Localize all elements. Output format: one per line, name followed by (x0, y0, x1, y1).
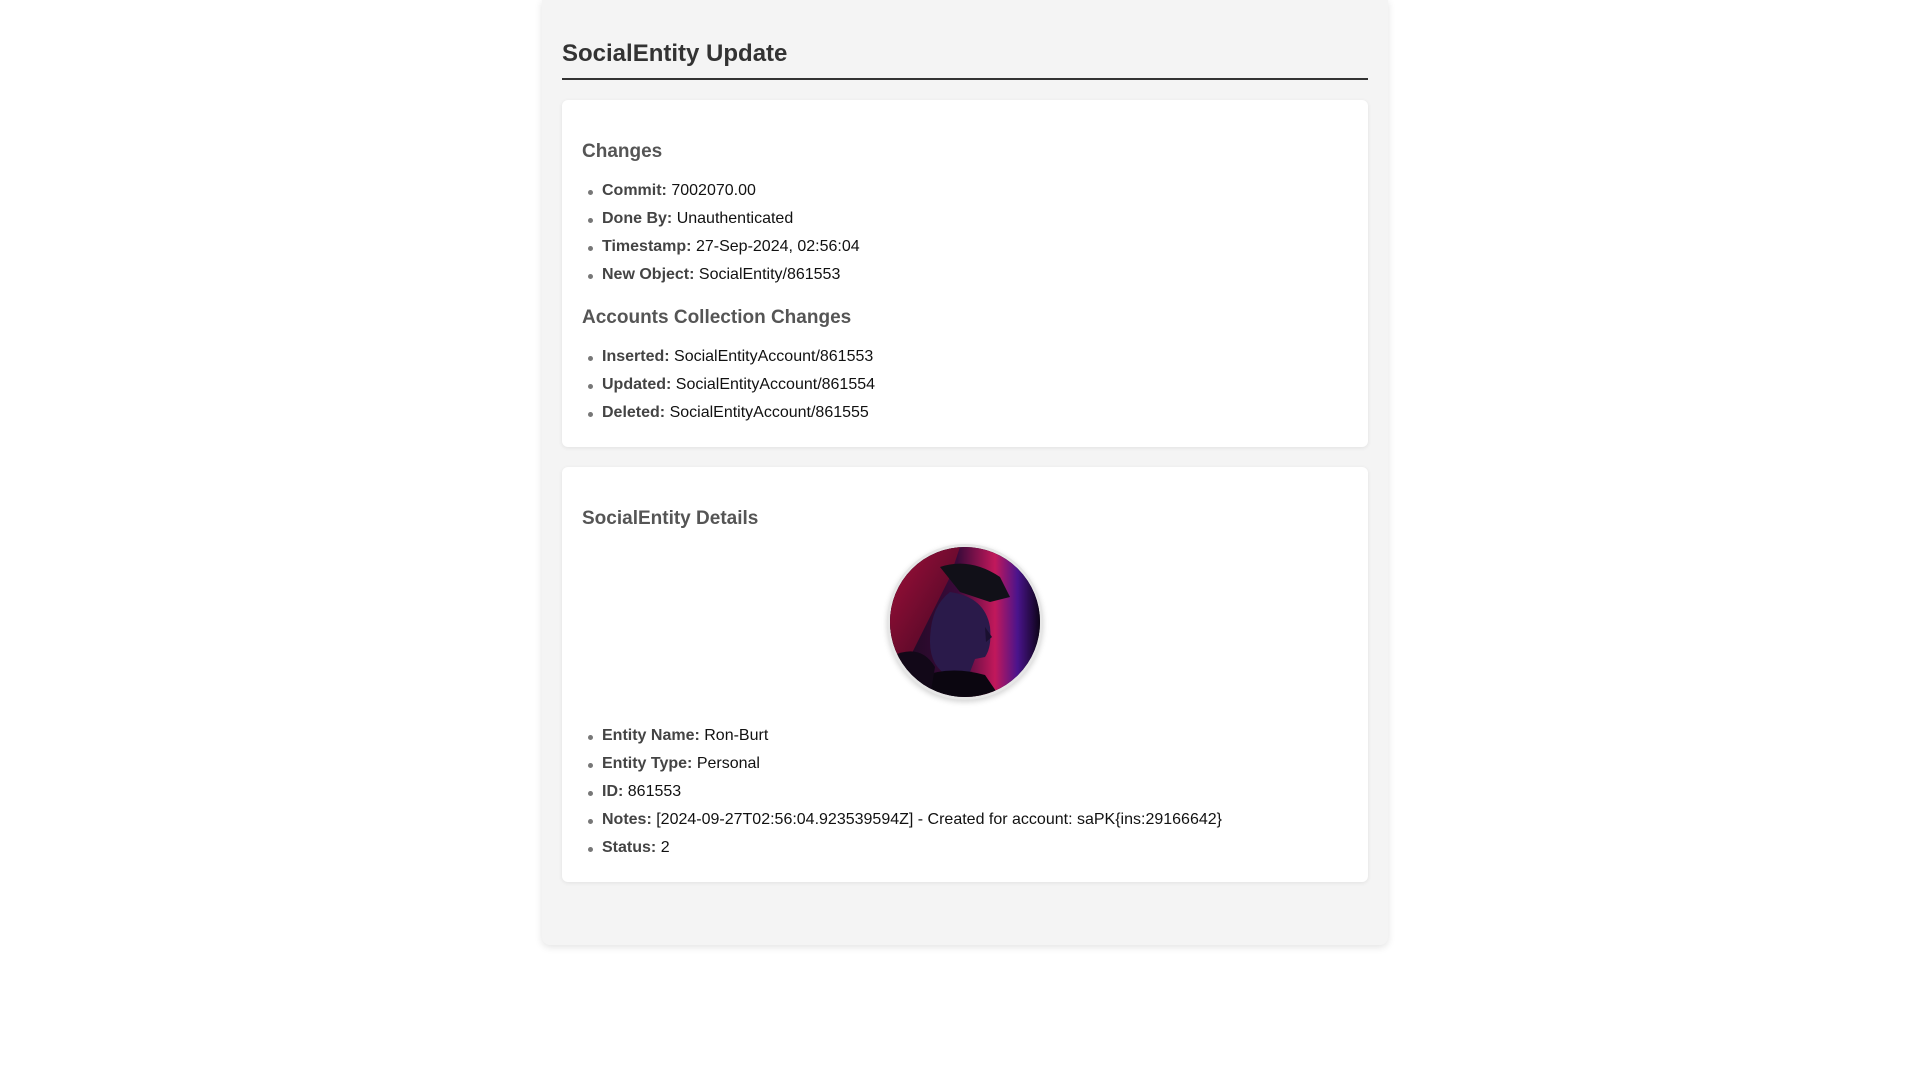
field-value: 7002070.00 (671, 182, 756, 199)
field-label: ID: (602, 783, 624, 800)
field-label: Deleted: (602, 404, 666, 421)
changes-list (582, 177, 1348, 289)
avatar (887, 544, 1043, 700)
field-label: Entity Name: (602, 727, 700, 744)
field-label: Notes: (602, 811, 652, 828)
field-label: Inserted: (602, 348, 670, 365)
update-container (542, 0, 1388, 945)
list-item-done-by (582, 205, 1348, 233)
field-value: SocialEntityAccount/861555 (669, 404, 869, 421)
avatar-wrapper (582, 544, 1348, 700)
field-value: 27-Sep-2024, 02:56:04 (695, 238, 860, 255)
details-list (582, 722, 1348, 862)
field-label: Done By: (602, 210, 673, 227)
list-item-commit (582, 177, 1348, 205)
list-item-entity-type (582, 750, 1348, 778)
field-value: Ron-Burt (704, 727, 769, 744)
list-item-timestamp (582, 233, 1348, 261)
list-item-new-object (582, 261, 1348, 289)
field-value: [2024-09-27T02:56:04.923539594Z] - Created for account: saPK{ins:29166642} (656, 811, 1222, 828)
field-value: Personal (696, 755, 760, 772)
field-value: Unauthenticated (676, 210, 794, 227)
field-label: Updated: (602, 376, 672, 393)
list-item-updated (582, 371, 1348, 399)
field-label: Commit: (602, 182, 667, 199)
accounts-list (582, 343, 1348, 427)
field-value: SocialEntityAccount/861554 (675, 376, 876, 393)
field-label: Status: (602, 839, 657, 856)
details-heading: SocialEntity Details (582, 508, 759, 529)
field-label: New Object: (602, 266, 695, 283)
field-value: SocialEntityAccount/861553 (674, 348, 874, 365)
list-item-id (582, 778, 1348, 806)
list-item-deleted (582, 399, 1348, 427)
field-value: 861553 (627, 783, 682, 800)
changes-heading: Changes (582, 141, 663, 162)
list-item-notes (582, 806, 1348, 834)
field-value: SocialEntity/861553 (698, 266, 841, 283)
list-item-status (582, 834, 1348, 862)
list-item-inserted (582, 343, 1348, 371)
profile-avatar-image (890, 547, 1040, 697)
field-value: 2 (660, 839, 670, 856)
details-card (562, 467, 1368, 882)
changes-card (562, 100, 1368, 447)
field-label: Entity Type: (602, 755, 693, 772)
accounts-heading: Accounts Collection Changes (582, 307, 852, 328)
list-item-entity-name (582, 722, 1348, 750)
page-title: SocialEntity Update (562, 0, 1368, 80)
field-label: Timestamp: (602, 238, 692, 255)
